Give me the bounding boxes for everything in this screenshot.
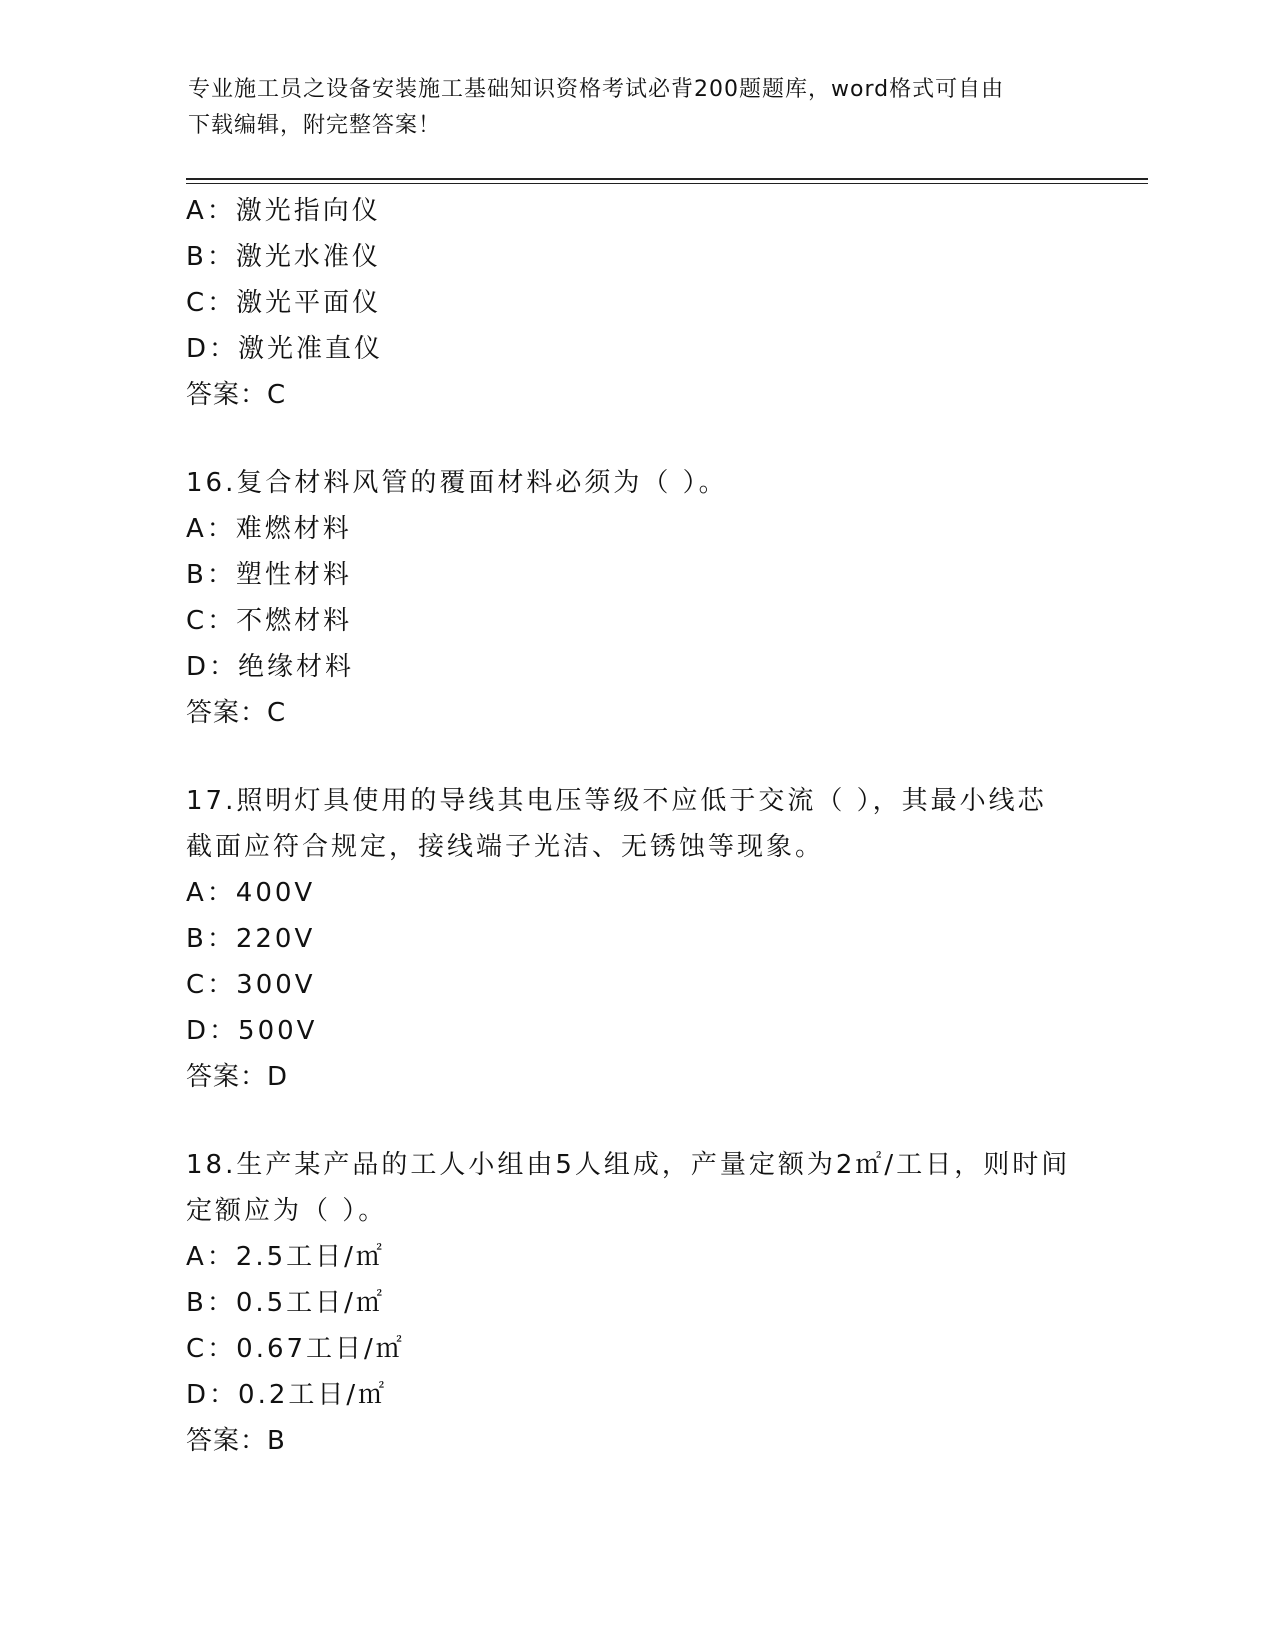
option-b: B：激光水准仪 [186, 242, 381, 272]
option-d: D：绝缘材料 [186, 652, 355, 682]
question-17 [186, 778, 1086, 1100]
option-b: B：220V [186, 924, 316, 954]
question-text-line-2: 定额应为（ ）。 [186, 1196, 388, 1226]
option-a: A：难燃材料 [186, 514, 352, 544]
question-15 [186, 188, 1086, 418]
answer: 答案：D [186, 1062, 289, 1092]
question-text: 16.复合材料风管的覆面材料必须为（ ）。 [186, 468, 728, 498]
option-b: B：0.5工日/㎡ [186, 1288, 385, 1318]
option-d: D：500V [186, 1016, 318, 1046]
question-text-line-1: 18.生产某产品的工人小组由5人组成，产量定额为2㎡/工日，则时间 [186, 1150, 1071, 1180]
document-header [188, 72, 1088, 144]
question-16 [186, 460, 1086, 736]
header-divider-thick [186, 178, 1148, 180]
header-line-2: 下载编辑，附完整答案！ [188, 113, 442, 138]
question-text-line-1: 17.照明灯具使用的导线其电压等级不应低于交流（ ），其最小线芯 [186, 786, 1047, 816]
answer: 答案：B [186, 1426, 286, 1456]
option-c: C：激光平面仪 [186, 288, 382, 318]
option-a: A：400V [186, 878, 316, 908]
question-text-line-2: 截面应符合规定，接线端子光洁、无锈蚀等现象。 [186, 832, 825, 862]
option-c: C：0.67工日/㎡ [186, 1334, 405, 1364]
option-d: D：激光准直仪 [186, 334, 384, 364]
option-a: A：2.5工日/㎡ [186, 1242, 385, 1272]
option-c: C：300V [186, 970, 316, 1000]
option-b: B：塑性材料 [186, 560, 352, 590]
question-list [186, 188, 1086, 1464]
answer: 答案：C [186, 698, 287, 728]
option-a: A：激光指向仪 [186, 196, 381, 226]
header-line-1: 专业施工员之设备安装施工基础知识资格考试必背200题题库，word格式可自由 [188, 77, 1005, 102]
option-d: D：0.2工日/㎡ [186, 1380, 388, 1410]
option-c: C：不燃材料 [186, 606, 353, 636]
header-divider-thin [186, 183, 1148, 184]
answer: 答案：C [186, 380, 287, 410]
question-18 [186, 1142, 1086, 1464]
